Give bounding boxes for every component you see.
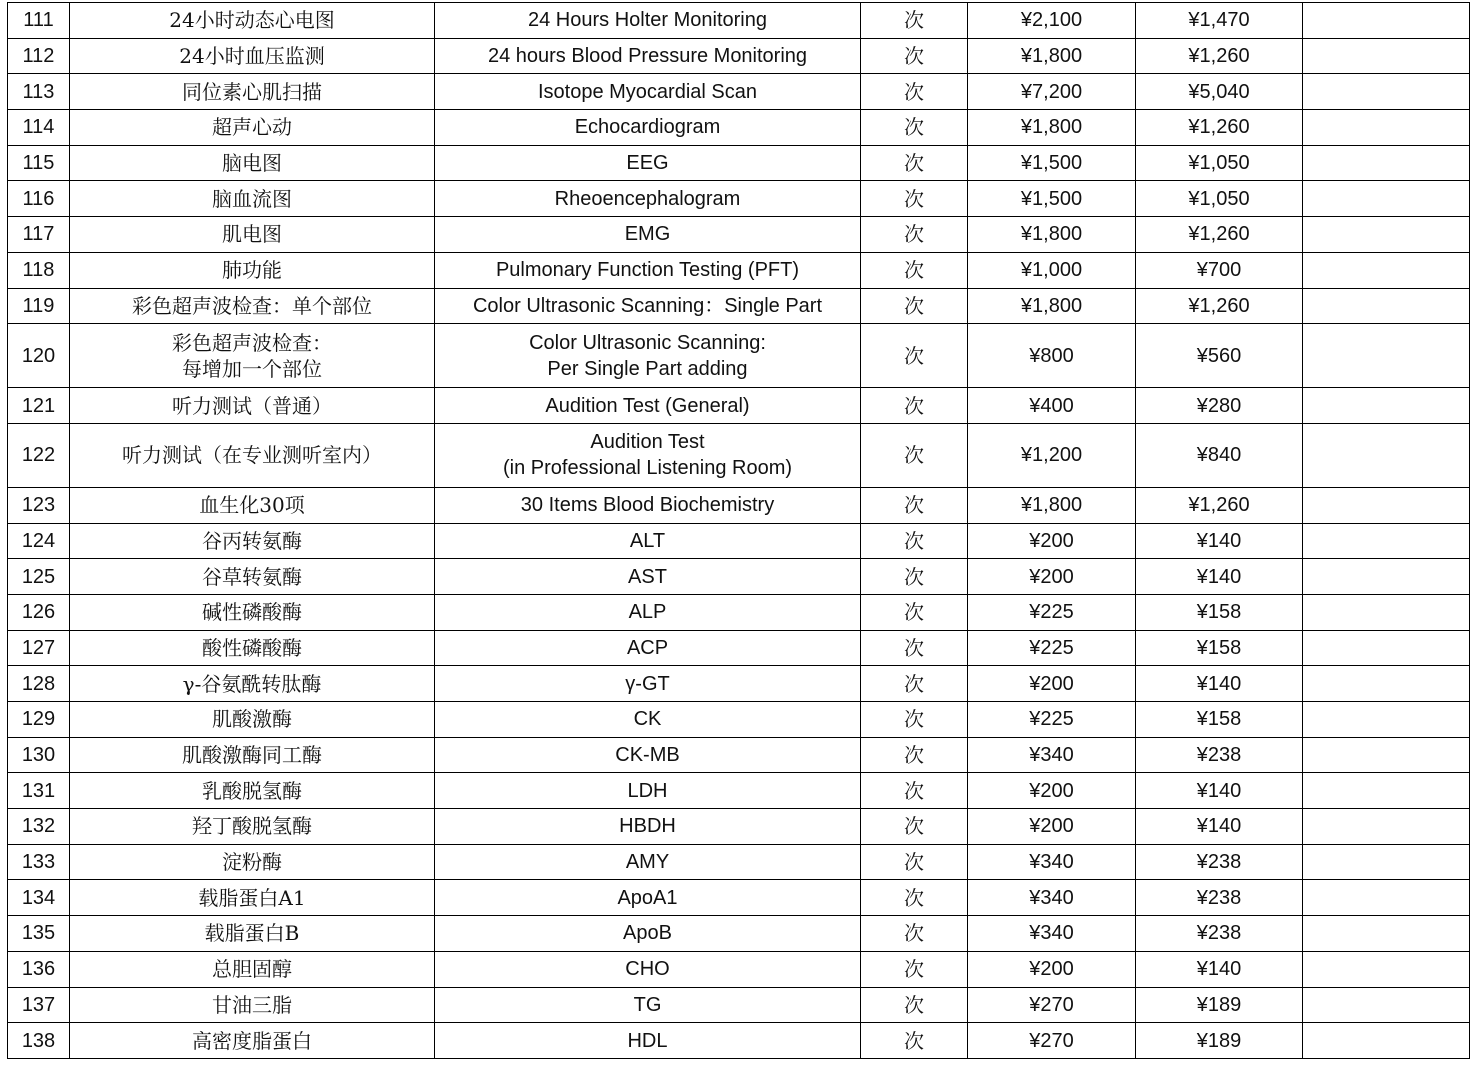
table-row [8,74,1470,110]
table-row [8,916,1470,952]
item-name-english: Isotope Myocardial Scan [435,74,861,110]
table-row [8,487,1470,523]
item-unit: 次 [861,594,968,630]
item-name-english-line2: Per Single Part adding [547,357,748,380]
item-discount-price: ¥840 [1136,423,1303,487]
item-name-english: ALP [435,594,861,630]
item-name-chinese: 肌酸激酶 [70,702,435,738]
table-row [8,594,1470,630]
item-price: ¥800 [968,324,1136,388]
item-number: 128 [8,666,70,702]
item-name-english: EEG [435,145,861,181]
item-unit: 次 [861,487,968,523]
item-number: 123 [8,487,70,523]
item-name-english: EMG [435,217,861,253]
item-name-english: ApoA1 [435,880,861,916]
item-name-chinese: 谷草转氨酶 [70,559,435,595]
item-price: ¥7,200 [968,74,1136,110]
item-notes [1303,987,1470,1023]
item-price: ¥1,800 [968,288,1136,324]
item-discount-price: ¥560 [1136,324,1303,388]
table-row [8,737,1470,773]
item-number: 135 [8,916,70,952]
item-discount-price: ¥238 [1136,916,1303,952]
item-unit: 次 [861,773,968,809]
item-discount-price: ¥1,050 [1136,145,1303,181]
item-name-english: 24 Hours Holter Monitoring [435,3,861,39]
item-price: ¥340 [968,844,1136,880]
item-number: 137 [8,987,70,1023]
item-unit: 次 [861,423,968,487]
item-unit: 次 [861,145,968,181]
item-price: ¥1,800 [968,217,1136,253]
item-notes [1303,702,1470,738]
item-unit: 次 [861,252,968,288]
item-notes [1303,38,1470,74]
item-discount-price: ¥5,040 [1136,74,1303,110]
item-discount-price: ¥140 [1136,666,1303,702]
item-name-chinese: 脑血流图 [70,181,435,217]
item-name-english: Echocardiogram [435,110,861,146]
item-number: 138 [8,1023,70,1059]
item-name-chinese-line2: 每增加一个部位 [182,356,322,381]
item-number: 130 [8,737,70,773]
table-row [8,702,1470,738]
item-name-chinese: 脑电图 [70,145,435,181]
item-price: ¥340 [968,737,1136,773]
item-name-chinese: 肺功能 [70,252,435,288]
item-unit: 次 [861,217,968,253]
item-name-chinese: 超声心动 [70,110,435,146]
item-name-english: Color Ultrasonic Scanning：Single Part [435,288,861,324]
item-notes [1303,145,1470,181]
item-name-english: HDL [435,1023,861,1059]
item-unit: 次 [861,288,968,324]
item-unit: 次 [861,324,968,388]
item-price: ¥1,800 [968,487,1136,523]
item-unit: 次 [861,916,968,952]
item-name-english [435,423,861,487]
item-name-english: CK [435,702,861,738]
item-notes [1303,288,1470,324]
item-name-chinese: 24小时动态心电图 [70,3,435,39]
item-notes [1303,916,1470,952]
table-row [8,773,1470,809]
item-notes [1303,3,1470,39]
item-name-chinese: 碱性磷酸酶 [70,594,435,630]
item-notes [1303,666,1470,702]
table-row [8,559,1470,595]
item-price: ¥200 [968,951,1136,987]
item-name-english: AMY [435,844,861,880]
item-number: 119 [8,288,70,324]
table-row [8,987,1470,1023]
item-price: ¥200 [968,559,1136,595]
item-discount-price: ¥280 [1136,388,1303,424]
item-number: 122 [8,423,70,487]
item-discount-price: ¥1,260 [1136,110,1303,146]
item-name-english-line2: (in Professional Listening Room) [502,457,793,480]
table-row [8,630,1470,666]
item-name-chinese: 血生化30项 [70,487,435,523]
item-notes [1303,1023,1470,1059]
item-number: 114 [8,110,70,146]
item-number: 112 [8,38,70,74]
table-row [8,388,1470,424]
item-price: ¥200 [968,666,1136,702]
item-name-chinese: 24小时血压监测 [70,38,435,74]
item-unit: 次 [861,110,968,146]
item-name-chinese [70,324,435,388]
item-price: ¥200 [968,523,1136,559]
item-name-chinese: 同位素心肌扫描 [70,74,435,110]
item-unit: 次 [861,809,968,845]
item-unit: 次 [861,702,968,738]
item-number: 125 [8,559,70,595]
item-number: 117 [8,217,70,253]
item-name-english: Rheoencephalogram [435,181,861,217]
item-notes [1303,630,1470,666]
table-row [8,110,1470,146]
item-price: ¥2,100 [968,3,1136,39]
item-price: ¥340 [968,880,1136,916]
item-number: 136 [8,951,70,987]
item-name-chinese: γ-谷氨酰转肽酶 [70,666,435,702]
item-notes [1303,181,1470,217]
item-price: ¥400 [968,388,1136,424]
table-body [8,3,1470,1059]
item-price: ¥1,000 [968,252,1136,288]
item-unit: 次 [861,74,968,110]
item-unit: 次 [861,951,968,987]
item-price: ¥1,200 [968,423,1136,487]
item-notes [1303,737,1470,773]
item-name-chinese: 听力测试（在专业测听室内） [70,423,435,487]
item-name-english [435,324,861,388]
item-name-english: Pulmonary Function Testing (PFT) [435,252,861,288]
item-discount-price: ¥238 [1136,880,1303,916]
item-name-chinese: 载脂蛋白B [70,916,435,952]
item-name-english: ACP [435,630,861,666]
item-number: 129 [8,702,70,738]
item-price: ¥1,800 [968,110,1136,146]
item-name-english: CHO [435,951,861,987]
item-notes [1303,74,1470,110]
item-name-english: ApoB [435,916,861,952]
item-price: ¥1,500 [968,145,1136,181]
item-name-english-line1: Color Ultrasonic Scanning: [529,331,766,354]
item-name-chinese: 甘油三脂 [70,987,435,1023]
item-discount-price: ¥158 [1136,630,1303,666]
item-notes [1303,773,1470,809]
item-notes [1303,487,1470,523]
item-price: ¥225 [968,702,1136,738]
item-name-english: LDH [435,773,861,809]
item-discount-price: ¥158 [1136,594,1303,630]
item-name-chinese: 肌电图 [70,217,435,253]
item-name-chinese: 肌酸激酶同工酶 [70,737,435,773]
item-number: 113 [8,74,70,110]
item-notes [1303,217,1470,253]
item-name-chinese: 高密度脂蛋白 [70,1023,435,1059]
item-price: ¥225 [968,630,1136,666]
item-name-chinese: 总胆固醇 [70,951,435,987]
item-unit: 次 [861,880,968,916]
item-name-english-line1: Audition Test [590,431,705,454]
item-number: 133 [8,844,70,880]
item-name-chinese: 淀粉酶 [70,844,435,880]
item-discount-price: ¥700 [1136,252,1303,288]
item-unit: 次 [861,844,968,880]
item-name-chinese: 谷丙转氨酶 [70,523,435,559]
item-unit: 次 [861,388,968,424]
item-unit: 次 [861,666,968,702]
item-name-english: AST [435,559,861,595]
item-notes [1303,324,1470,388]
table-row [8,666,1470,702]
table-row [8,217,1470,253]
item-unit: 次 [861,987,968,1023]
item-price: ¥1,800 [968,38,1136,74]
item-name-english: γ-GT [435,666,861,702]
item-unit: 次 [861,630,968,666]
item-notes [1303,809,1470,845]
item-discount-price: ¥140 [1136,951,1303,987]
item-number: 121 [8,388,70,424]
item-notes [1303,388,1470,424]
table-row [8,423,1470,487]
table-row [8,523,1470,559]
item-number: 127 [8,630,70,666]
table-row [8,252,1470,288]
item-name-chinese: 载脂蛋白A1 [70,880,435,916]
item-name-english: Audition Test (General) [435,388,861,424]
item-discount-price: ¥1,260 [1136,217,1303,253]
item-price: ¥200 [968,809,1136,845]
item-notes [1303,559,1470,595]
item-notes [1303,252,1470,288]
item-price: ¥200 [968,773,1136,809]
item-discount-price: ¥140 [1136,773,1303,809]
table-row [8,844,1470,880]
item-number: 134 [8,880,70,916]
item-number: 126 [8,594,70,630]
item-discount-price: ¥140 [1136,559,1303,595]
item-notes [1303,523,1470,559]
item-name-chinese: 酸性磷酸酶 [70,630,435,666]
item-unit: 次 [861,3,968,39]
item-discount-price: ¥158 [1136,702,1303,738]
item-discount-price: ¥140 [1136,523,1303,559]
item-discount-price: ¥1,050 [1136,181,1303,217]
item-number: 124 [8,523,70,559]
item-price: ¥340 [968,916,1136,952]
item-discount-price: ¥189 [1136,1023,1303,1059]
item-number: 118 [8,252,70,288]
item-notes [1303,844,1470,880]
item-notes [1303,594,1470,630]
item-unit: 次 [861,559,968,595]
item-name-english: CK-MB [435,737,861,773]
item-discount-price: ¥1,260 [1136,38,1303,74]
item-name-english: TG [435,987,861,1023]
item-unit: 次 [861,523,968,559]
item-unit: 次 [861,737,968,773]
price-table [7,2,1470,1059]
item-discount-price: ¥140 [1136,809,1303,845]
item-name-english: 30 Items Blood Biochemistry [435,487,861,523]
item-name-english: HBDH [435,809,861,845]
item-name-chinese: 彩色超声波检查：单个部位 [70,288,435,324]
item-name-chinese: 乳酸脱氢酶 [70,773,435,809]
table-row [8,3,1470,39]
item-discount-price: ¥238 [1136,844,1303,880]
table-row [8,181,1470,217]
item-number: 111 [8,3,70,39]
item-discount-price: ¥238 [1136,737,1303,773]
table-row [8,809,1470,845]
item-name-chinese: 听力测试（普通） [70,388,435,424]
table-row [8,145,1470,181]
item-notes [1303,423,1470,487]
item-price: ¥1,500 [968,181,1136,217]
item-number: 116 [8,181,70,217]
table-row [8,38,1470,74]
item-unit: 次 [861,1023,968,1059]
table-row [8,951,1470,987]
item-number: 115 [8,145,70,181]
item-discount-price: ¥1,260 [1136,288,1303,324]
table-row [8,288,1470,324]
item-notes [1303,951,1470,987]
item-number: 131 [8,773,70,809]
item-unit: 次 [861,38,968,74]
item-unit: 次 [861,181,968,217]
item-price: ¥270 [968,1023,1136,1059]
item-notes [1303,880,1470,916]
item-discount-price: ¥189 [1136,987,1303,1023]
item-number: 132 [8,809,70,845]
item-price: ¥225 [968,594,1136,630]
item-name-english: 24 hours Blood Pressure Monitoring [435,38,861,74]
item-name-chinese: 羟丁酸脱氢酶 [70,809,435,845]
table-row [8,1023,1470,1059]
table-row [8,324,1470,388]
item-name-english: ALT [435,523,861,559]
item-name-chinese-line1: 彩色超声波检查： [172,330,332,355]
item-discount-price: ¥1,260 [1136,487,1303,523]
item-number: 120 [8,324,70,388]
item-price: ¥270 [968,987,1136,1023]
table-row [8,880,1470,916]
item-notes [1303,110,1470,146]
item-discount-price: ¥1,470 [1136,3,1303,39]
